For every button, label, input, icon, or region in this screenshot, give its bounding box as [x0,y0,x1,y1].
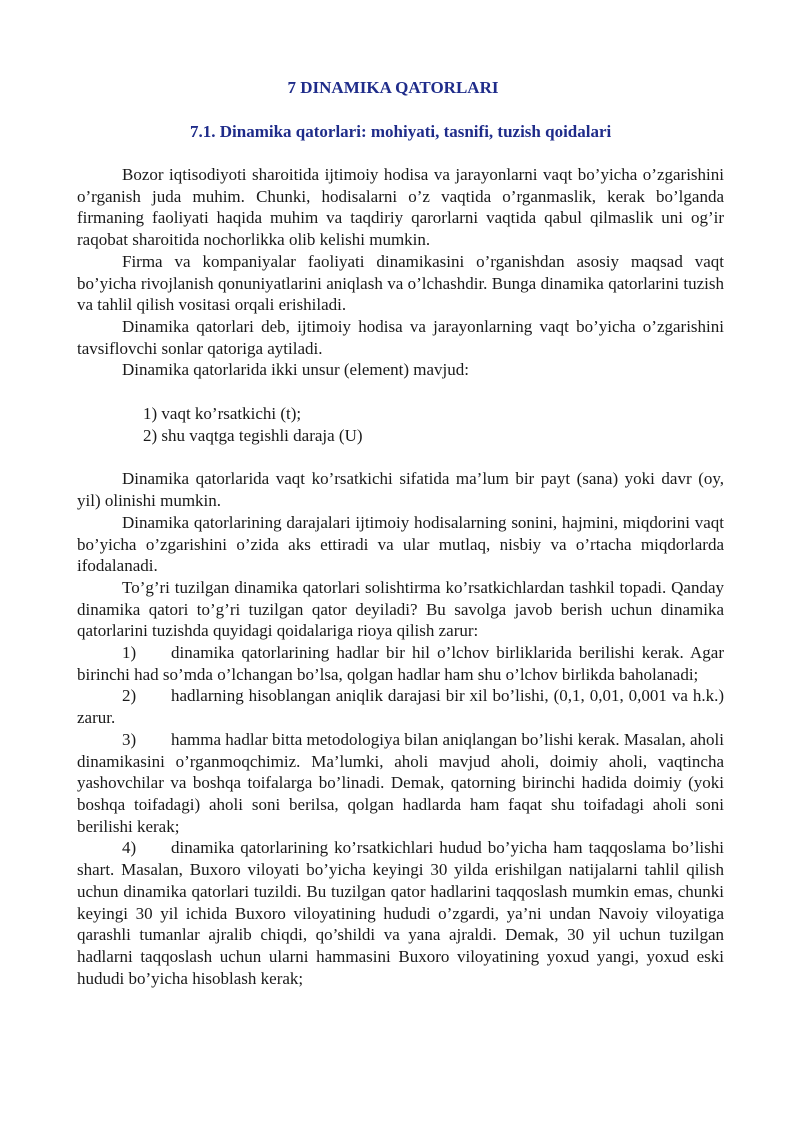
document-body [77,164,724,989]
rule-item [77,685,724,728]
rule-item [77,837,724,989]
element-item: 1) vaqt ko’rsatkichi (t); [143,404,302,424]
paragraph: Dinamika qatorlarining darajalari ijtimoiy hodisalarning sonini, hajmini, miqdorini vaqt bo’yicha o’zgarishini o’zida aks ettiradi va ular mutlaq, nisbiy va o’rtacha miqdorlarda ifodalanadi. [77,512,724,576]
paragraph: Bozor iqtisodiyoti sharoitida ijtimoiy hodisa va jarayonlarni vaqt bo’yicha o’zgarishini o’rganish juda muhim. Chunki, hodisalarni o’z vaqtida o’rganmaslik, kerak bo’lganda firmaning faoliyati haqida muhim va taqdiriy qarorlarni vaqtida qabul qilmaslik uni og’ir raqobat sharoitida nochorlikka olib kelishi mumkin. [77,165,724,250]
rule-text: dinamika qatorlarining hadlar bir hil o’lchov birliklarida berilishi kerak. Agar birinchi had so’mda o’lchangan bo’lsa, qolgan hadlar ham shu o’lchov birlikda baholanadi; [77,643,724,684]
paragraph: Dinamika qatorlarida ikki unsur (element) mavjud: [122,360,469,380]
paragraph: Dinamika qatorlarida vaqt ko’rsatkichi sifatida ma’lum bir payt (sana) yoki davr (oy, yil) olinishi mumkin. [77,469,724,511]
rule-item [77,729,724,838]
paragraph: Dinamika qatorlari deb, ijtimoiy hodisa va jarayonlarning vaqt bo’yicha o’zgarishini tavsiflovchi sonlar qatoriga aytiladi. [77,316,724,358]
rule-number: 1) [122,643,137,663]
rule-text: dinamika qatorlarining ko’rsatkichlari hudud bo’yicha ham taqqoslama bo’lishi shart. Masalan, Buxoro viloyati bo’yicha keyingi 30 yilda erishilgan natijalarni tahlil qilish uchun dinamika qatorlari tuzildi. Bu tuzilgan qator hadlarini taqqoslash mumkin emas, chunki keyingi 30 yil ichida Buxoro viloyatining hududi o’zgardi, ya’ni undan Navoiy viloyatiga qarashli tumanlar ajralib chiqdi, qo’shildi va yana ajraldi. Demak, 30 yil uchun tuzilgan hadlarni taqqoslash uchun ularni hammasini Buxoro viloyatining yoxud yangi, yoxud eski hududi bo’yicha hisoblash kerak; [77,838,724,988]
chapter-heading: 7 DINAMIKA QATORLARI [287,78,499,97]
rule-item [77,642,724,685]
rule-number: 4) [122,838,137,858]
rule-text: hadlarning hisoblangan aniqlik darajasi bir xil bo’lishi, (0,1, 0,01, 0,001 va h.k.) zarur. [77,686,724,728]
rule-number: 2) [122,686,137,706]
section-heading: 7.1. Dinamika qatorlari: mohiyati, tasnifi, tuzish qoidalari [190,122,612,141]
rule-number: 3) [122,729,137,749]
paragraph: Firma va kompaniyalar faoliyati dinamikasini o’rganishdan asosiy maqsad vaqt bo’yicha rivojlanish qonuniyatlarini aniqlash va o’lchashdir. Bunga dinamika qatorlarini tuzish va tahlil qilish vositasi orqali erishiladi. [77,251,724,315]
element-item: 2) shu vaqtga tegishli daraja (U) [143,425,363,445]
rule-text: hamma hadlar bitta metodologiya bilan aniqlangan bo’lishi kerak. Masalan, aholi dinamikasini o’rganmoqchimiz. Ma’lumki, aholi mavjud aholi, doimiy aholi, vaqtincha yashovchilar va boshqa toifalarga bo’linadi. Demak, qatorning birinchi hadida doimiy (yoki boshqa toifadagi) aholi soni berilsa, qolgan hadlarda ham faqat shu toifadagi aholi soni berilishi kerak; [77,729,724,836]
paragraph: To’g’ri tuzilgan dinamika qatorlari solishtirma ko’rsatkichlardan tashkil topadi. Qanday dinamika qatori to’g’ri tuzilgan qator deyiladi? Bu savolga javob berish uchun dinamika qatorlarini tuzishda quyidagi qoidalariga rioya qilish zarur: [77,577,724,641]
